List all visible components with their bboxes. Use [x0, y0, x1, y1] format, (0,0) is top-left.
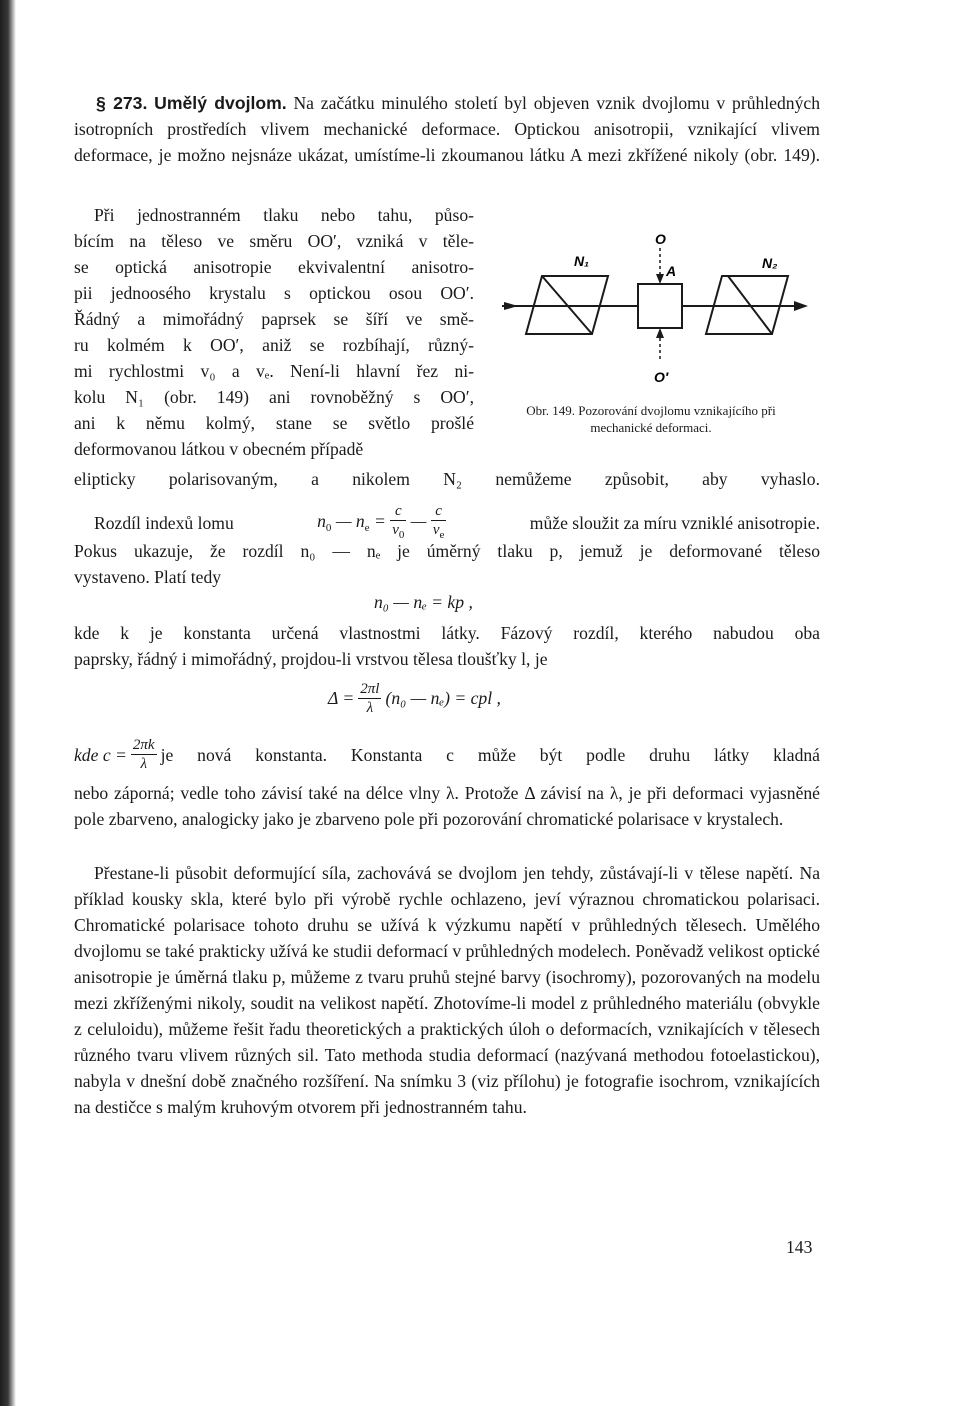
- paragraph-coloured-field: nebo záporná; vedle toho závisí také na délce vlny λ. Protože Δ závisí na λ, je při deformaci vyjasněné pole zbarveno, analogicky jako je zbarveno pole při pozorování chromatické polarisace v krystalech.: [74, 783, 820, 829]
- beam-arrowhead: [794, 301, 808, 311]
- section-intro-paragraph: [74, 90, 820, 168]
- fraction-2pil-lambda: [358, 680, 381, 717]
- figure-149-crossed-nicols: [500, 228, 810, 388]
- equation-lhs: Δ =: [328, 688, 355, 708]
- figure-caption: Obr. 149. Pozorování dvojlomu vznikajícího při mechanické deformaci.: [526, 403, 776, 435]
- text-line: kolu N₁ (obr. 149) ani rovnoběžný s OO′,: [74, 387, 474, 407]
- page-binding-shadow: [0, 0, 16, 1406]
- fraction-2pik-lambda: [131, 736, 157, 773]
- text-line: Řádný a mimořádný paprsek se šíří ve smě-: [74, 309, 474, 329]
- text-line: bícím na těleso ve směru OO′, vzniká v těle-: [74, 231, 474, 251]
- fraction-c-ve: $\frac{c}{v_e}$: [432, 503, 445, 541]
- text-line: deformovanou látkou v obecném případě: [74, 439, 364, 459]
- text-line-start: Rozdíl indexů lomu: [94, 513, 234, 533]
- page-number: 143: [786, 1237, 813, 1257]
- text-line-start: kde c =: [74, 744, 127, 765]
- inline-formula-n0-ne: $n_0$ — $n_e$ = $\frac{c}{v_0}$ — $\frac{c}{v_e}$: [317, 502, 446, 544]
- label-a: A: [666, 263, 677, 279]
- fraction-numerator: 2πl: [360, 681, 380, 697]
- equation-rhs: (n₀ — nₑ) = cpl ,: [385, 688, 501, 708]
- text-line: Při jednostranném tlaku nebo tahu, půso-: [94, 205, 474, 225]
- text-line: vystaveno. Platí tedy: [74, 567, 222, 587]
- text-line-end: může sloužit za míru vzniklé anisotropie.: [529, 513, 820, 533]
- label-n2: N₂: [762, 255, 778, 271]
- section-title: Umělý dvojlom.: [154, 93, 287, 113]
- sample-a: [638, 284, 682, 328]
- pressure-arrow-up: [656, 328, 664, 338]
- text-line-constant-c: [74, 736, 820, 773]
- text-line: ani k němu kolmý, stane se světlo prošlé: [74, 413, 474, 433]
- equation-n0-ne-kp: n₀ — nₑ = kp ,: [374, 592, 473, 612]
- fraction-denominator: λ: [140, 756, 147, 772]
- pressure-arrow-down: [656, 274, 664, 284]
- label-o: O: [655, 231, 666, 247]
- text-line: mi rychlostmi v₀ a vₑ. Není-li hlavní řez ni-: [74, 361, 474, 381]
- text-line-end: je nová konstanta. Konstanta c může být podle druhu látky kladná: [160, 744, 820, 765]
- label-o-prime: O′: [654, 369, 669, 385]
- section-intro-text: Na začátku minulého století byl objeven vznik dvojlomu v průhledných isotropních prostředích vlivem mechanické deformace. Optickou anisotropii, vznikající vlivem deformace, je možno nejsnáze ukázat, umístíme-li zkoumanou látku A mezi zkřížené nikoly (obr. 149).: [74, 93, 820, 165]
- text-line: se optická anisotropie ekvivalentní anisotro-: [74, 257, 474, 277]
- beam-start-arrowhead: [504, 302, 518, 310]
- text-line: pii jednoosého krystalu s optickou osou OO′.: [74, 283, 474, 303]
- text-line: kde k je konstanta určená vlastnostmi látky. Fázový rozdíl, kterého nabudou oba: [74, 623, 820, 643]
- text-line: elipticky polarisovaným, a nikolem N₂ nemůžeme způsobit, aby vyhaslo.: [74, 469, 820, 489]
- fraction-numerator: 2πk: [132, 737, 155, 753]
- text-line: ru kolmém k OO′, aniž se rozbíhají, různý-: [74, 335, 474, 355]
- text-line: paprsky, řádný i mimořádný, projdou-li vrstvou tělesa tloušťky l, je: [74, 649, 548, 669]
- label-n1: N₁: [574, 253, 590, 269]
- paragraph-photoelasticity: Přestane-li působit deformující síla, zachovává se dvojlom jen tehdy, zůstávají-li v tělese napětí. Na příklad kousky skla, které bylo při výrobě rychle ochlazeno, jeví výraznou chromatickou polarisaci. Chromatické polarisace tohoto druhu se užívá k výzkumu napětí v průhledných tělesech. Umělého dvojlomu se také prakticky užívá ke studii deformací v průhledných modelech. Poněvadž velikost optické anisotropie je úměrná tlaku p, můžeme z tvaru pruhů stejné barvy (isochromy), pozorovaných na modelu mezi zkříženými nikoly, soudit na velikost napětí. Zhotovíme-li model z průhledného materiálu (obvykle z celuloidu), můžeme řešit řadu theoretických a praktických úloh o deformacích, vznikajících v tělesech různého tvaru vlivem různých sil. Tato methoda studia deformací (nazývaná methodou fotoelastickou), nabyla v dnešní době značného rozšíření. Na snímku 3 (viz přílohu) je fotografie isochrom, vznikajících na destičce s malým kruhovým otvorem při jednostranném tahu.: [74, 863, 820, 1117]
- fraction-denominator: λ: [366, 700, 374, 716]
- section-number: § 273.: [96, 93, 148, 113]
- fraction-c-v0: $\frac{c}{v_0}$: [392, 503, 405, 541]
- text-line: Pokus ukazuje, že rozdíl n₀ — nₑ je úměrný tlaku p, jemuž je deformované těleso: [74, 541, 820, 561]
- equation-phase-difference: [328, 680, 501, 717]
